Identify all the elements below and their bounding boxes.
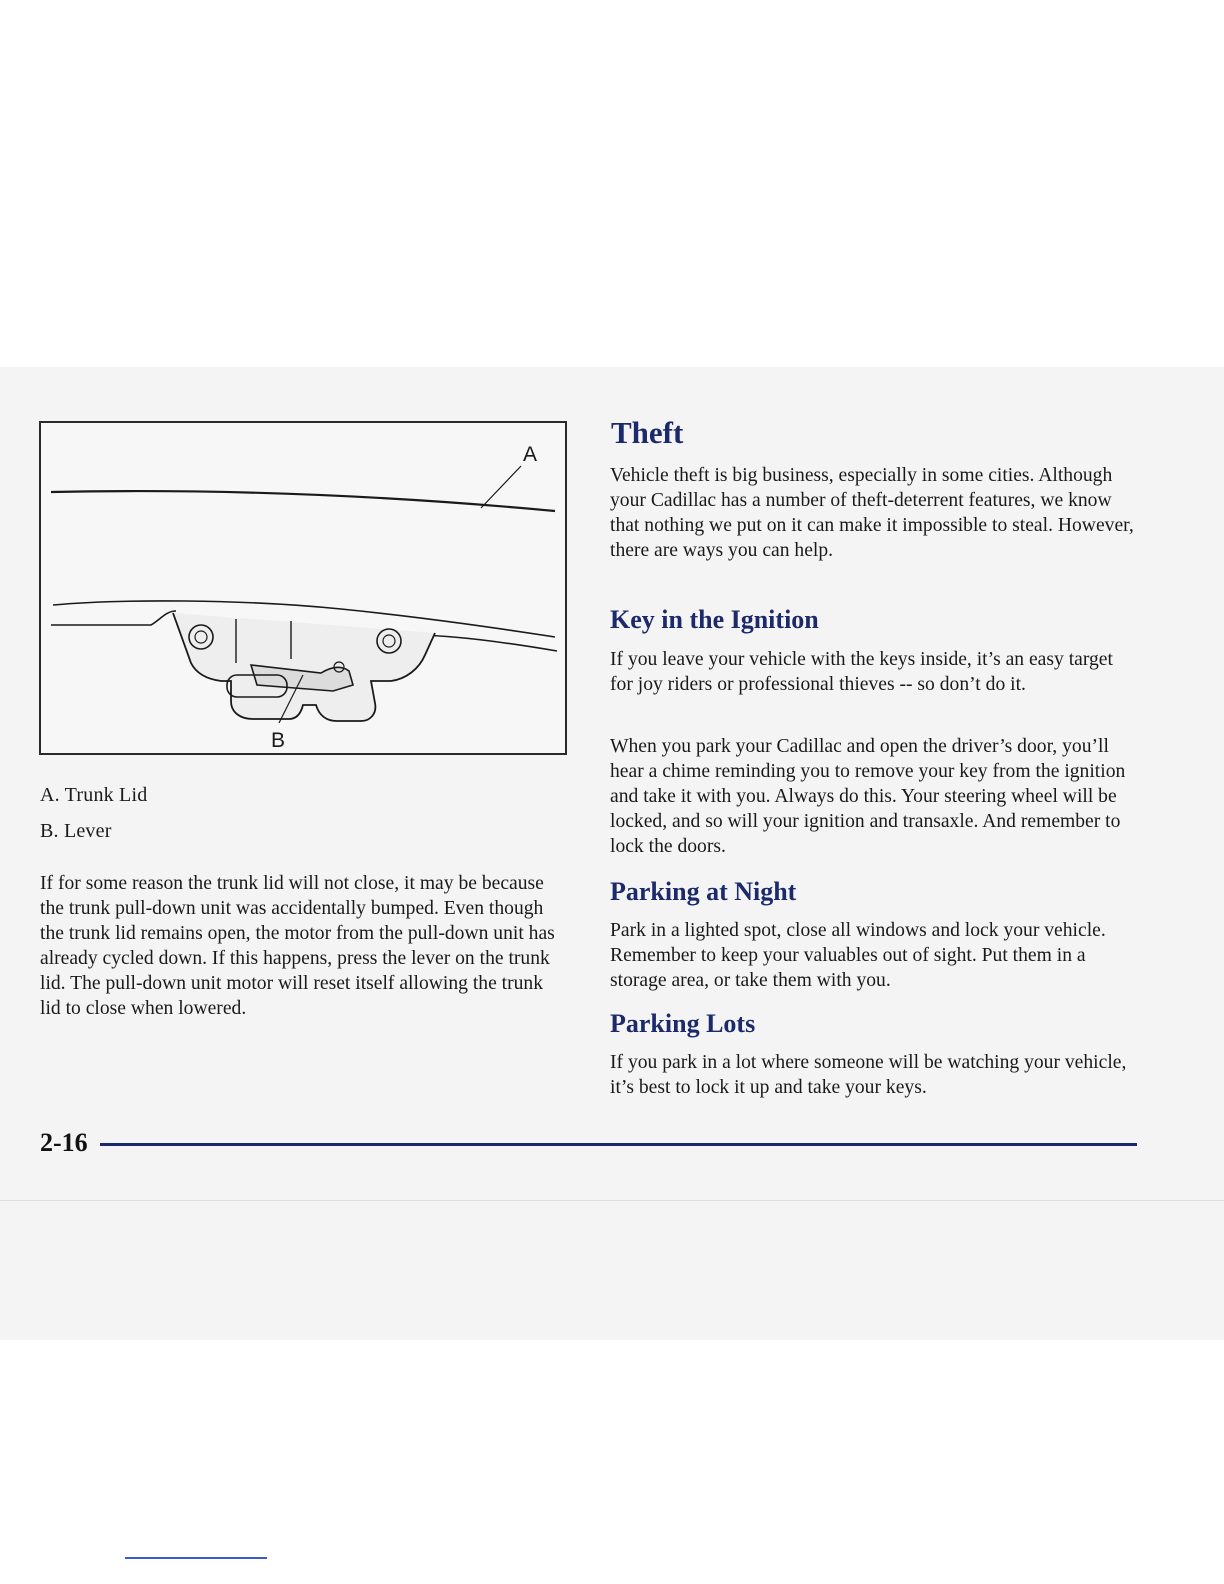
parking-lots-heading: Parking Lots [610,1009,756,1038]
trunk-lid-illustration [39,421,567,755]
band-divider [0,1200,1224,1201]
callout-a-leader [481,466,521,508]
parking-at-night-heading: Parking at Night [610,877,797,906]
trunk-lid-line [51,491,555,511]
page-number: 2-16 [40,1128,88,1157]
bottom-link-underline[interactable] [125,1557,267,1559]
theft-paragraph: Vehicle theft is big business, especially in some cities. Although your Cadillac has a number of theft-deterrent features, we know that nothing we put on it can make it impossible to steal. However, there are ways you can help. [610,465,1134,561]
key-in-ignition-paragraph-2: When you park your Cadillac and open the driver’s door, you’ll hear a chime reminding you to remove your key from the ignition and take it with you. Always do this. Your steering wheel will be locked, and so will your ignition and transaxle. And remember to lock the doors. [610,736,1126,857]
caption-lever: B. Lever [40,820,112,842]
latch-bracket [173,613,435,721]
footer-rule [100,1143,1137,1146]
caption-trunk-lid: A. Trunk Lid [40,784,148,806]
trunk-reset-paragraph: If for some reason the trunk lid will not close, it may be because the trunk pull-down unit was accidentally bumped. Even though the trunk lid remains open, the motor from the pull-down unit has already cycled down. If this happens, press the lever on the trunk lid. The pull-down unit motor will reset itself allowing the trunk lid to close when lowered. [40,873,555,1019]
parking-at-night-paragraph: Park in a lighted spot, close all windows and lock your vehicle. Remember to keep your valuables out of sight. Put them in a storage area, or take them with you. [610,920,1106,991]
callout-b-label: B [271,729,286,752]
panel-right-line [421,635,557,651]
callout-a-label: A [523,443,538,466]
theft-heading: Theft [611,415,684,450]
trunk-lid-drawing [41,423,565,753]
parking-lots-paragraph: If you park in a lot where someone will be watching your vehicle, it’s best to lock it up and take your keys. [610,1052,1127,1098]
key-in-ignition-paragraph-1: If you leave your vehicle with the keys inside, it’s an easy target for joy riders or professional thieves -- so don’t do it. [610,649,1113,695]
key-in-ignition-heading: Key in the Ignition [610,605,819,634]
panel-left-line [51,611,176,625]
